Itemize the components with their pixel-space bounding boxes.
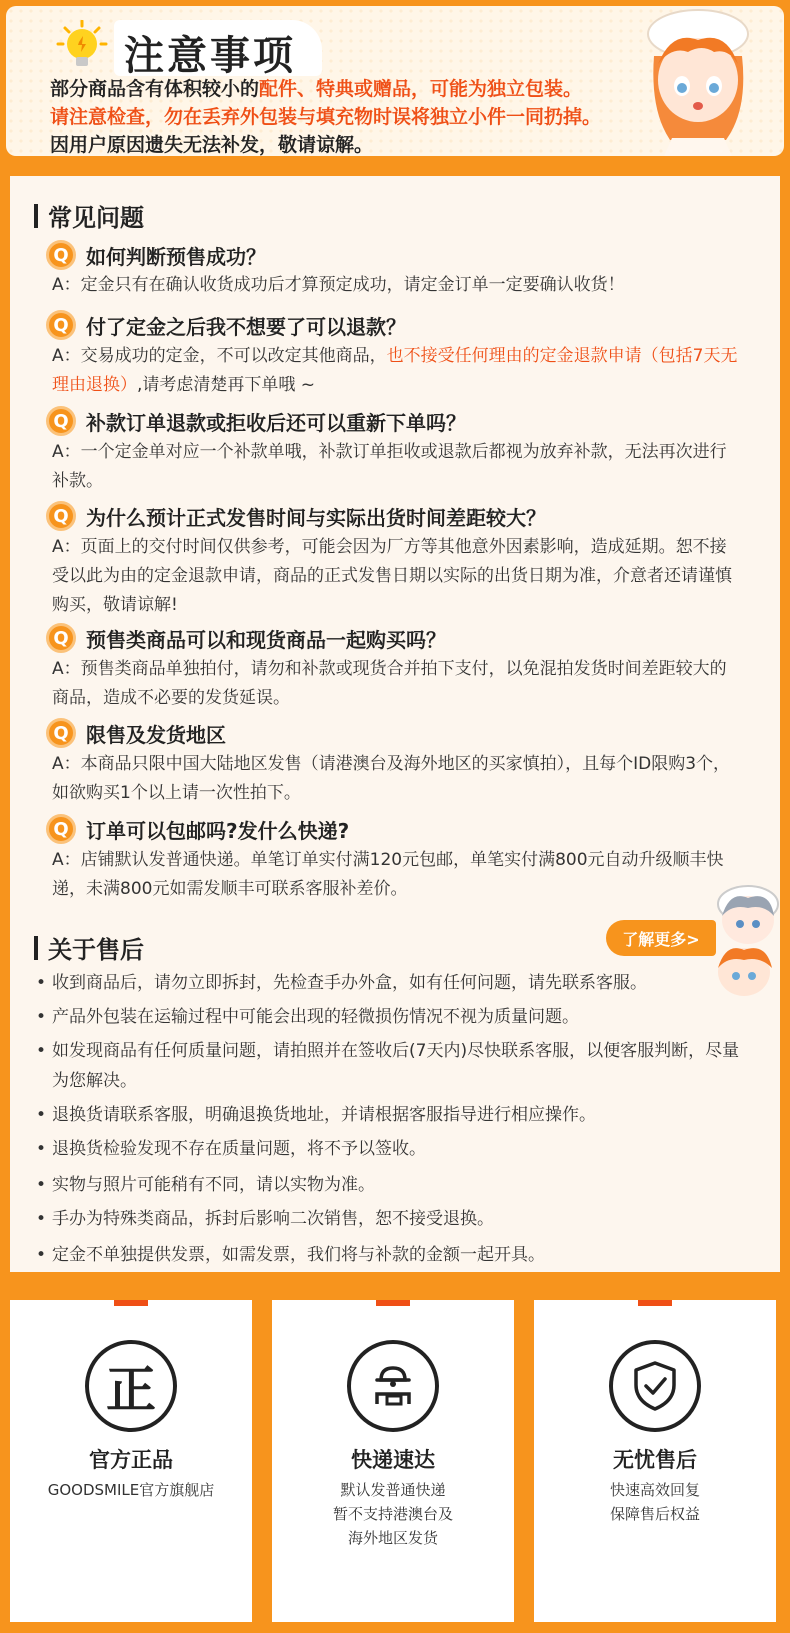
after-sales-item-2: • 产品外包装在运输过程中可能会出现的轻微损伤情况不视为质量问题。: [36, 1002, 756, 1032]
faq-question-7-text: 订单可以包邮吗?发什么快递?: [86, 818, 350, 843]
after-sales-item-6: • 实物与照片可能稍有不同，请以实物为准。: [36, 1170, 756, 1200]
faq-question-5-text: 预售类商品可以和现货商品一起购买吗？: [86, 627, 446, 652]
after-sales-item-8: • 定金不单独提供发票，如需发票，我们将与补款的金额一起开具。: [36, 1240, 756, 1270]
after-sales-item-7: • 手办为特殊类商品，拆封后影响二次销售，恕不接受退换。: [36, 1204, 756, 1234]
feature-title: 快递速达: [351, 1448, 435, 1472]
courier-icon: [347, 1340, 439, 1432]
faq-answer-1: A：定金只有在确认收货成功后才算预定成功，请定金订单一定要确认收货！: [52, 275, 625, 295]
notice-line-3: 因用户原因遗失无法补发，敬请谅解。: [50, 134, 374, 156]
faq-answer-2-highlight: 也不接受任何理由的定金退款申请（包括7天无理由退换）: [52, 346, 738, 395]
feature-card-aftersales: [534, 1300, 776, 1622]
q-badge-icon: Q: [46, 240, 76, 270]
feature-title: 无忧售后: [613, 1448, 697, 1472]
faq-question-7: [46, 814, 349, 844]
faq-question-4: [46, 501, 546, 531]
after-sales-heading: [34, 930, 144, 965]
feature-desc-line-1: GOODSMILE官方旗舰店: [47, 1481, 215, 1499]
feature-desc-line-1: 快速高效回复: [609, 1481, 700, 1499]
feature-desc-line-1: 默认发普通快递: [340, 1481, 446, 1499]
genuine-icon: [85, 1340, 177, 1432]
feature-card-official: [10, 1300, 252, 1622]
notice-line-1-highlight: 配件、特典或赠品，可能为独立包装。: [259, 78, 583, 100]
heading-bar: [34, 204, 38, 228]
after-sales-item-3: • 如发现商品有任何质量问题，请拍照并在签收后(7天内)尽快联系客服，以便客服判断，尽量为您解决。: [36, 1036, 756, 1096]
faq-question-5: [46, 623, 446, 653]
faq-question-2-text: 付了定金之后我不想要了可以退款？: [86, 314, 406, 339]
card-tab: [376, 1300, 410, 1306]
faq-question-1: [46, 240, 266, 270]
notice-line-1: [50, 74, 582, 101]
q-badge-icon: Q: [46, 501, 76, 531]
after-sales-heading-text: 关于售后: [48, 936, 144, 964]
faq-answer-7: A：店铺默认发普通快递。单笔订单实付满120元包邮，单笔实付满800元自动升级顺丰快递，未满800元如需发顺丰可联系客服补差价。: [52, 850, 724, 899]
faq-question-2: [46, 310, 406, 340]
feature-desc: [10, 1478, 252, 1502]
heading-bar: [34, 936, 38, 960]
faq-heading: [34, 198, 144, 233]
faq-question-3: [46, 406, 466, 436]
card-tab: [114, 1300, 148, 1306]
q-badge-icon: Q: [46, 310, 76, 340]
mascot-duo-illustration: [700, 876, 790, 1006]
faq-answer-2-tail: ,请考虑清楚再下单哦 ~: [137, 375, 316, 395]
q-badge-icon: Q: [46, 623, 76, 653]
card-tab: [638, 1300, 672, 1306]
faq-panel: [10, 176, 780, 1272]
feature-desc-line-2: 保障售后权益: [609, 1505, 700, 1523]
notice-title: 注意事项: [124, 33, 296, 79]
mascot-girl-illustration: [632, 0, 762, 156]
q-badge-icon: Q: [46, 718, 76, 748]
faq-answer-2-text: A：交易成功的定金，不可以改定其他商品，: [52, 346, 387, 366]
genuine-icon-glyph: 正: [106, 1361, 156, 1419]
feature-title: 官方正品: [89, 1448, 173, 1472]
faq-question-6: [46, 718, 226, 748]
faq-question-1-text: 如何判断预售成功？: [86, 244, 266, 269]
faq-answer-4: A：页面上的交付时间仅供参考，可能会因为厂方等其他意外因素影响，造成延期。恕不接受以此为由的定金退款申请，商品的正式发售日期以实际的出货日期为准，介意者还请谨慎购买，敬请谅解!: [52, 537, 732, 615]
lightbulb-icon: [52, 20, 112, 72]
q-badge-icon: Q: [46, 814, 76, 844]
feature-card-delivery: [272, 1300, 514, 1622]
after-sales-item-4: • 退换货请联系客服，明确退换货地址，并请根据客服指导进行相应操作。: [36, 1100, 756, 1130]
shield-icon: [609, 1340, 701, 1432]
notice-line-2: 请注意检查，勿在丢弃外包装与填充物时误将独立小件一同扔掉。: [50, 106, 602, 128]
faq-heading-text: 常见问题: [48, 204, 144, 232]
feature-desc: [534, 1478, 776, 1526]
notice-line-1-text: 部分商品含有体积较小的: [50, 78, 260, 100]
learn-more-button[interactable]: 了解更多>: [606, 920, 716, 956]
feature-desc-line-2: 暂不支持港澳台及: [332, 1505, 453, 1523]
faq-question-3-text: 补款订单退款或拒收后还可以重新下单吗？: [86, 410, 466, 435]
faq-answer-3: A：一个定金单对应一个补款单哦，补款订单拒收或退款后都视为放弃补款，无法再次进行补款。: [52, 442, 727, 491]
notice-banner: [0, 0, 790, 165]
faq-answer-2: [52, 342, 742, 400]
faq-question-4-text: 为什么预计正式发售时间与实际出货时间差距较大？: [86, 505, 546, 530]
faq-answer-6: A：本商品只限中国大陆地区发售（请港澳台及海外地区的买家慎拍），且每个ID限购3个，如欲购买1个以上请一次性拍下。: [52, 754, 731, 803]
q-badge-icon: Q: [46, 406, 76, 436]
after-sales-item-5: • 退换货检验发现不存在质量问题，将不予以签收。: [36, 1134, 756, 1164]
faq-answer-5: A：预售类商品单独拍付，请勿和补款或现货合并拍下支付，以免混拍发货时间差距较大的商品，造成不必要的发货延误。: [52, 659, 727, 708]
feature-desc: [272, 1478, 514, 1550]
after-sales-item-1: • 收到商品后，请勿立即拆封，先检查手办外盒，如有任何问题，请先联系客服。: [36, 968, 756, 998]
feature-desc-line-3: 海外地区发货: [347, 1529, 438, 1547]
faq-question-6-text: 限售及发货地区: [86, 722, 226, 747]
